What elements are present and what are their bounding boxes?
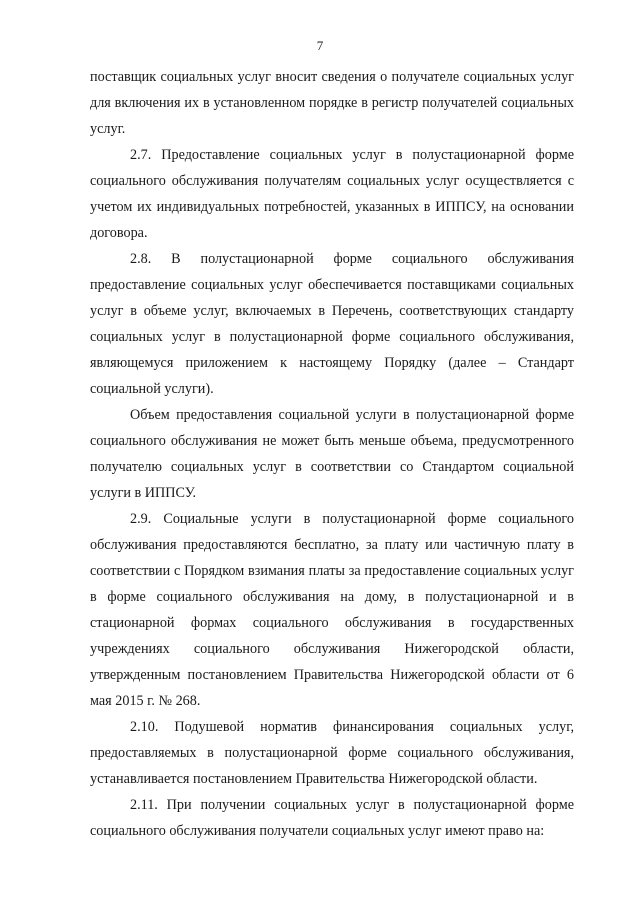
- paragraph-2-9: 2.9. Социальные услуги в полустационарной форме социального обслуживания предоставляются бесплатно, за плату или частичную плату в соответствии с Порядком взимания платы за предоставление социальных услуг в форме социального обслуживания на дому, в полустационарной и в стационарной формах социального обслуживания в государственных учреждениях социального обслуживания Нижегородской области, утвержденным постановлением Правительства Нижегородской области от 6 мая 2015 г. № 268.: [90, 511, 574, 709]
- paragraph-continuation: поставщик социальных услуг вносит сведения о получателе социальных услуг для включения их в установленном порядке в регистр получателей социальных услуг.: [90, 69, 574, 137]
- paragraph-2-10: 2.10. Подушевой норматив финансирования социальных услуг, предоставляемых в полустационарной форме социального обслуживания, устанавливается постановлением Правительства Нижегородской области.: [90, 719, 574, 787]
- page-number: 7: [316, 38, 324, 53]
- document-body: [90, 64, 574, 844]
- paragraph-2-8: 2.8. В полустационарной форме социального обслуживания предоставление социальных услуг обеспечивается поставщиками социальных услуг в объеме услуг, включаемых в Перечень, соответствующих стандарту социальных услуг в полустационарной форме социального обслуживания, являющемуся приложением к настоящему Порядку (далее – Стандарт социальной услуги).: [90, 251, 574, 397]
- paragraph-2-8-volume: Объем предоставления социальной услуги в полустационарной форме социального обслуживания не может быть меньше объема, предусмотренного получателю социальных услуг в соответствии со Стандартом социальной услуги в ИППСУ.: [90, 407, 574, 501]
- paragraph-2-11: 2.11. При получении социальных услуг в полустационарной форме социального обслуживания получатели социальных услуг имеют право на:: [90, 797, 574, 839]
- paragraph-2-7: 2.7. Предоставление социальных услуг в полустационарной форме социального обслуживания получателям социальных услуг осуществляется с учетом их индивидуальных потребностей, указанных в ИППСУ, на основании договора.: [90, 147, 574, 241]
